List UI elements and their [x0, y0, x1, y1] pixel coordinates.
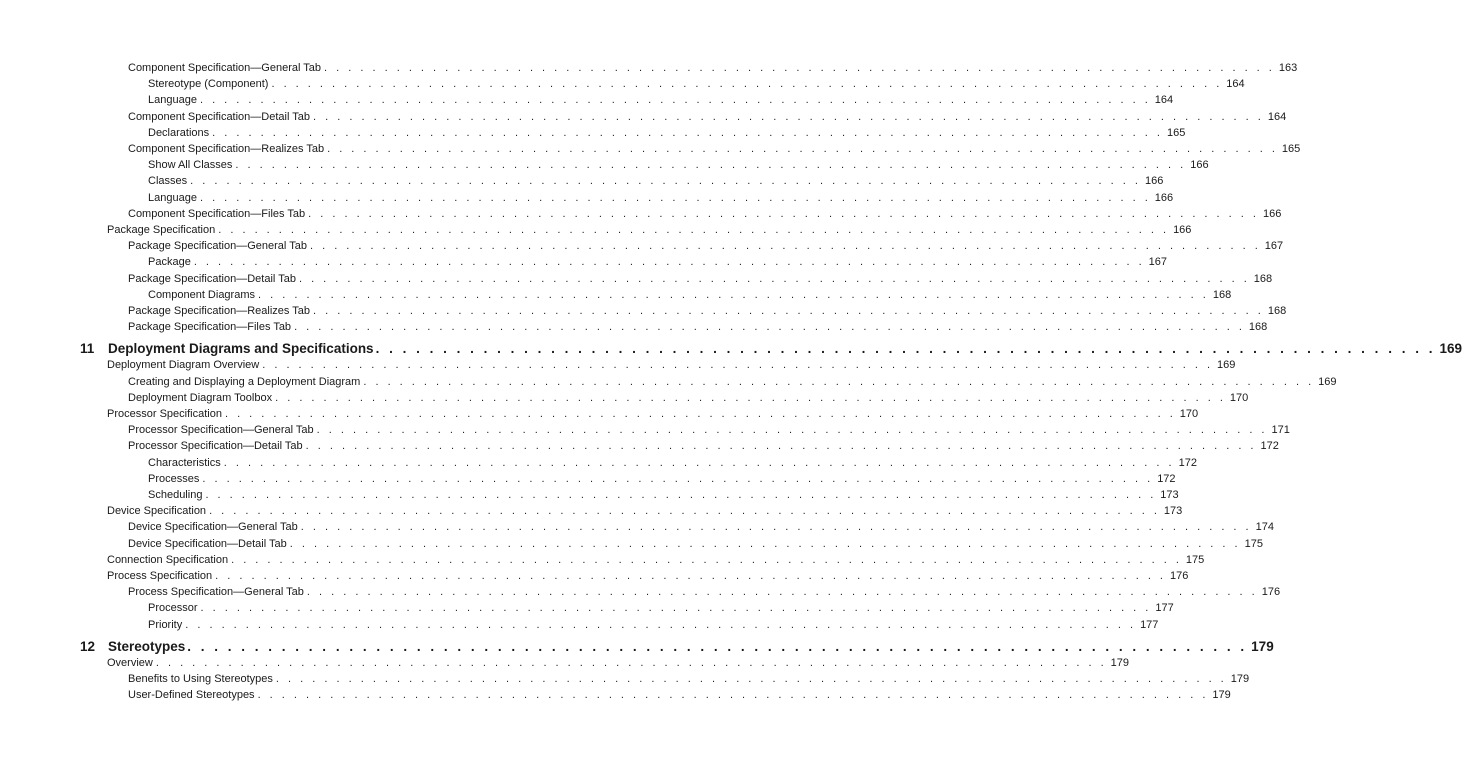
leader-dots: . . . . . . . . . . . . . . . . . . . . . . . . . . . . . . . . . . . . . . . . . . . . . . . . . . . . . . . . . . . . . . . . . . . . . . . . . . . . . . . — [202, 472, 1154, 485]
toc-entry-level-2[interactable] — [128, 518, 1274, 534]
toc-page-number: 169 — [1318, 375, 1337, 388]
toc-page-number: 165 — [1281, 143, 1301, 155]
toc-entry-level-3[interactable] — [148, 91, 1174, 107]
toc-entry-level-2[interactable] — [128, 670, 1250, 686]
chapter-title: Deployment Diagrams and Specifications — [108, 341, 374, 357]
toc-entry-level-3[interactable] — [148, 286, 1232, 302]
leader-dots: . . . . . . . . . . . . . . . . . . . . . . . . . . . . . . . . . . . . . . . . . . . . . . . . . . . . . . . . . . . . . . . . . . . . . . . . . . . . . . . — [224, 408, 1176, 420]
toc-page-number: 175 — [1185, 553, 1205, 566]
toc-entry-level-2[interactable] — [128, 302, 1287, 318]
toc-entry-level-3[interactable] — [148, 599, 1174, 615]
toc-entry-level-2[interactable] — [128, 583, 1281, 599]
toc-entry-title: Device Specification—General Tab — [128, 521, 298, 534]
toc-entry-title: Creating and Displaying a Deployment Diagram — [128, 375, 361, 388]
toc-page-number: 172 — [1157, 472, 1176, 485]
chapter-title: Stereotypes — [108, 638, 186, 654]
toc-page-number: 167 — [1148, 256, 1167, 269]
chapter-number: 11 — [80, 341, 95, 357]
chapter-number: 12 — [80, 638, 96, 654]
toc-page-number: 179 — [1110, 656, 1130, 669]
toc-entry-level-3[interactable] — [148, 470, 1176, 486]
leader-dots: . . . . . . . . . . . . . . . . . . . . . . . . . . . . . . . . . . . . . . . . . . . . . . . . . . . . . . . . . . . . . . . . . . . . . . . . . . . . . . . — [215, 570, 1166, 582]
toc-page-number: 166 — [1144, 175, 1164, 188]
toc-entry-title: Characteristics — [148, 456, 221, 469]
toc-page-number: 169 — [1217, 359, 1236, 372]
leader-dots: . . . . . . . . . . . . . . . . . . . . . . . . . . . . . . . . . . . . . . . . . . . . . . . . . . . . . . . . . . . . . . . . . . . . . . . . . . . . . . . — [313, 110, 1264, 123]
leader-dots: . . . . . . . . . . . . . . . . . . . . . . . . . . . . . . . . . . . . . . . . . . . . . . . . . . . . . . . . . . . . . . . . . . . . . . . . . . . . . . . — [257, 689, 1209, 702]
toc-entry-title: Deployment Diagram Toolbox — [128, 391, 273, 404]
leader-dots: . . . . . . . . . . . . . . . . . . . . . . . . . . . . . . . . . . . . . . . . . . . . . . . . . . . . . . . . . . . . . . . . . . . . . . . . . . . . . . . — [200, 602, 1152, 615]
toc-page-number: 166 — [1190, 159, 1209, 172]
toc-page-number: 168 — [1212, 288, 1232, 301]
toc-entry-title: Package Specification — [107, 224, 216, 236]
toc-entry-level-1[interactable] — [107, 221, 1192, 237]
toc-entry-title: Component Specification—General Tab — [128, 62, 322, 74]
chapter-entry[interactable] — [80, 635, 1274, 655]
toc-entry-title: Benefits to Using Stereotypes — [128, 673, 273, 685]
toc-entry-level-2[interactable] — [128, 373, 1337, 389]
leader-dots: . . . . . . . . . . . . . . . . . . . . . . . . . . . . . . . . . . . . . . . . . . . . . . . . . . . . . . . . . . . . . . . . . . . . . . . . . . . . . . . — [231, 553, 1182, 566]
toc-entry-title: Processor — [148, 602, 198, 615]
toc-page-number: 164 — [1154, 94, 1174, 107]
leader-dots: . . . . . . . . . . . . . . . . . . . . . . . . . . . . . . . . . . . . . . . . . . . . . . . . . . . . . . . . . . . . . . . . . . . . . . . . . . . . . . . — [209, 505, 1160, 518]
toc-entry-title: Package Specification—General Tab — [128, 240, 307, 253]
toc-page-number: 177 — [1155, 602, 1174, 615]
leader-dots: . . . . . . . . . . . . . . . . . . . . . . . . . . . . . . . . . . . . . . . . . . . . . . . . . . . . . . . . . . . . . . . . . . . . . . . . . . . . . . . — [199, 191, 1151, 204]
toc-entry-title: Stereotype (Component) — [148, 78, 269, 91]
toc-page-number: 168 — [1253, 272, 1273, 285]
toc-entry-title: Processor Specification—General Tab — [128, 424, 314, 437]
toc-entry-level-2[interactable] — [128, 140, 1301, 156]
leader-dots: . . . . . . . . . . . . . . . . . . . . . . . . . . . . . . . . . . . . . . . . . . . . . . . . . . . . . . . . . . . . . . . . . . . . . . . . . . . . . . . — [375, 341, 1436, 357]
leader-dots: . . . . . . . . . . . . . . . . . . . . . . . . . . . . . . . . . . . . . . . . . . . . . . . . . . . . . . . . . . . . . . . . . . . . . . . . . . . . . . . — [316, 424, 1268, 437]
leader-dots: . . . . . . . . . . . . . . . . . . . . . . . . . . . . . . . . . . . . . . . . . . . . . . . . . . . . . . . . . . . . . . . . . . . . . . . . . . . . . . . — [185, 618, 1137, 631]
leader-dots: . . . . . . . . . . . . . . . . . . . . . . . . . . . . . . . . . . . . . . . . . . . . . . . . . . . . . . . . . . . . . . . . . . . . . . . . . . . . . . . — [306, 586, 1258, 599]
toc-page-number: 164 — [1226, 78, 1245, 91]
leader-dots: . . . . . . . . . . . . . . . . . . . . . . . . . . . . . . . . . . . . . . . . . . . . . . . . . . . . . . . . . . . . . . . . . . . . . . . . . . . . . . . — [190, 175, 1141, 188]
toc-page-number: 175 — [1244, 537, 1263, 550]
toc-entry-level-3[interactable] — [148, 75, 1245, 91]
toc-page-number: 172 — [1178, 456, 1197, 469]
toc-entry-title: Language — [148, 94, 197, 107]
leader-dots: . . . . . . . . . . . . . . . . . . . . . . . . . . . . . . . . . . . . . . . . . . . . . . . . . . . . . . . . . . . . . . . . . . . . . . . . . . . . . . . — [324, 62, 1275, 74]
toc-page-number: 173 — [1163, 505, 1183, 518]
toc-entry-title: Process Specification — [107, 570, 213, 582]
leader-dots: . . . . . . . . . . . . . . . . . . . . . . . . . . . . . . . . . . . . . . . . . . . . . . . . . . . . . . . . . . . . . . . . . . . . . . . . . . . . . . . — [187, 638, 1248, 654]
toc-entry-level-1[interactable] — [107, 405, 1199, 421]
leader-dots: . . . . . . . . . . . . . . . . . . . . . . . . . . . . . . . . . . . . . . . . . . . . . . . . . . . . . . . . . . . . . . . . . . . . . . . . . . . . . . . — [309, 240, 1261, 253]
leader-dots: . . . . . . . . . . . . . . . . . . . . . . . . . . . . . . . . . . . . . . . . . . . . . . . . . . . . . . . . . . . . . . . . . . . . . . . . . . . . . . . — [294, 321, 1245, 334]
toc-page-number: 179 — [1212, 689, 1231, 702]
toc-entry-title: Classes — [148, 175, 188, 188]
toc-entry-level-2[interactable] — [128, 108, 1287, 124]
toc-entry-level-2[interactable] — [128, 205, 1282, 221]
toc-page-number: 172 — [1260, 440, 1279, 453]
toc-entry-level-2[interactable] — [128, 421, 1290, 437]
toc-entry-level-2[interactable] — [128, 686, 1231, 702]
toc-page-number: 165 — [1166, 126, 1186, 139]
toc-entry-title: Package Specification—Detail Tab — [128, 272, 296, 285]
toc-entry-title: Component Specification—Realizes Tab — [128, 143, 325, 155]
leader-dots: . . . . . . . . . . . . . . . . . . . . . . . . . . . . . . . . . . . . . . . . . . . . . . . . . . . . . . . . . . . . . . . . . . . . . . . . . . . . . . . — [300, 521, 1252, 534]
toc-page-number: 176 — [1261, 586, 1281, 599]
toc-entry-level-1[interactable] — [107, 502, 1183, 518]
leader-dots: . . . . . . . . . . . . . . . . . . . . . . . . . . . . . . . . . . . . . . . . . . . . . . . . . . . . . . . . . . . . . . . . . . . . . . . . . . . . . . . — [218, 224, 1170, 236]
toc-entry-title: Processes — [148, 472, 200, 485]
leader-dots: . . . . . . . . . . . . . . . . . . . . . . . . . . . . . . . . . . . . . . . . . . . . . . . . . . . . . . . . . . . . . . . . . . . . . . . . . . . . . . . — [155, 656, 1107, 669]
toc-page-number: 164 — [1267, 110, 1287, 123]
toc-entry-level-1[interactable] — [107, 567, 1189, 583]
toc-entry-level-2[interactable] — [128, 437, 1279, 453]
leader-dots: . . . . . . . . . . . . . . . . . . . . . . . . . . . . . . . . . . . . . . . . . . . . . . . . . . . . . . . . . . . . . . . . . . . . . . . . . . . . . . . — [363, 375, 1315, 388]
leader-dots: . . . . . . . . . . . . . . . . . . . . . . . . . . . . . . . . . . . . . . . . . . . . . . . . . . . . . . . . . . . . . . . . . . . . . . . . . . . . . . . — [275, 673, 1227, 685]
toc-entry-level-2[interactable] — [128, 535, 1263, 551]
toc-page-number: 166 — [1173, 224, 1192, 236]
toc-page-number: 166 — [1262, 207, 1282, 220]
leader-dots: . . . . . . . . . . . . . . . . . . . . . . . . . . . . . . . . . . . . . . . . . . . . . . . . . . . . . . . . . . . . . . . . . . . . . . . . . . . . . . . — [298, 272, 1250, 285]
toc-entry-title: Overview — [107, 656, 153, 669]
chapter-page-number: 169 — [1439, 341, 1462, 357]
leader-dots: . . . . . . . . . . . . . . . . . . . . . . . . . . . . . . . . . . . . . . . . . . . . . . . . . . . . . . . . . . . . . . . . . . . . . . . . . . . . . . . — [327, 143, 1278, 155]
toc-entry-level-2[interactable] — [128, 318, 1268, 334]
toc-entry-title: Processor Specification — [107, 408, 222, 420]
chapter-page-number: 179 — [1251, 638, 1274, 654]
toc-entry-title: Package Specification—Realizes Tab — [128, 305, 311, 317]
toc-entry-title: Component Specification—Detail Tab — [128, 110, 311, 123]
toc-entry-level-1[interactable] — [107, 356, 1236, 372]
leader-dots: . . . . . . . . . . . . . . . . . . . . . . . . . . . . . . . . . . . . . . . . . . . . . . . . . . . . . . . . . . . . . . . . . . . . . . . . . . . . . . . — [308, 207, 1259, 220]
leader-dots: . . . . . . . . . . . . . . . . . . . . . . . . . . . . . . . . . . . . . . . . . . . . . . . . . . . . . . . . . . . . . . . . . . . . . . . . . . . . . . . — [313, 305, 1264, 317]
toc-entry-title: Connection Specification — [107, 553, 229, 566]
toc-entry-level-3[interactable] — [148, 156, 1209, 172]
leader-dots: . . . . . . . . . . . . . . . . . . . . . . . . . . . . . . . . . . . . . . . . . . . . . . . . . . . . . . . . . . . . . . . . . . . . . . . . . . . . . . . — [212, 126, 1163, 139]
toc-entry-title: Device Specification—Detail Tab — [128, 537, 287, 550]
toc-page-number: 176 — [1170, 570, 1189, 582]
toc-entry-title: Component Specification—Files Tab — [128, 207, 306, 220]
toc-entry-title: Declarations — [148, 126, 210, 139]
leader-dots: . . . . . . . . . . . . . . . . . . . . . . . . . . . . . . . . . . . . . . . . . . . . . . . . . . . . . . . . . . . . . . . . . . . . . . . . . . . . . . . — [275, 391, 1226, 404]
leader-dots: . . . . . . . . . . . . . . . . . . . . . . . . . . . . . . . . . . . . . . . . . . . . . . . . . . . . . . . . . . . . . . . . . . . . . . . . . . . . . . . — [289, 537, 1241, 550]
toc-entry-level-1[interactable] — [107, 551, 1205, 567]
toc-entry-level-3[interactable] — [148, 253, 1167, 269]
toc-page-number: 168 — [1267, 305, 1287, 317]
toc-entry-title: Package — [148, 256, 191, 269]
toc-page-number: 167 — [1264, 240, 1284, 253]
toc-entry-title: Device Specification — [107, 505, 207, 518]
leader-dots: . . . . . . . . . . . . . . . . . . . . . . . . . . . . . . . . . . . . . . . . . . . . . . . . . . . . . . . . . . . . . . . . . . . . . . . . . . . . . . . — [258, 288, 1209, 301]
toc-entry-level-3[interactable] — [148, 189, 1174, 205]
toc-entry-level-2[interactable] — [128, 270, 1273, 286]
leader-dots: . . . . . . . . . . . . . . . . . . . . . . . . . . . . . . . . . . . . . . . . . . . . . . . . . . . . . . . . . . . . . . . . . . . . . . . . . . . . . . . — [235, 159, 1187, 172]
toc-entry-title: Show All Classes — [148, 159, 233, 172]
toc-page-number: 168 — [1248, 321, 1268, 334]
toc-entry-title: Deployment Diagram Overview — [107, 359, 260, 372]
toc-entry-level-3[interactable] — [148, 486, 1179, 502]
toc-entry-level-2[interactable] — [128, 237, 1284, 253]
leader-dots: . . . . . . . . . . . . . . . . . . . . . . . . . . . . . . . . . . . . . . . . . . . . . . . . . . . . . . . . . . . . . . . . . . . . . . . . . . . . . . . — [271, 78, 1223, 91]
toc-entry-level-2[interactable] — [128, 59, 1298, 75]
toc-page-number: 170 — [1179, 408, 1199, 420]
toc-entry-title: Processor Specification—Detail Tab — [128, 440, 303, 453]
toc-entry-title: Package Specification—Files Tab — [128, 321, 292, 334]
toc-page-number: 177 — [1140, 618, 1159, 631]
toc-page-number: 174 — [1255, 521, 1274, 534]
toc-page-number: 170 — [1229, 391, 1249, 404]
toc-entry-title: Scheduling — [148, 489, 203, 501]
toc-page-number: 179 — [1230, 673, 1250, 685]
toc-entry-level-3[interactable] — [148, 454, 1197, 470]
toc-entry-title: User-Defined Stereotypes — [128, 689, 255, 702]
toc-page-number: 166 — [1154, 191, 1174, 204]
toc-entry-level-3[interactable] — [148, 124, 1186, 140]
toc-page-number: 171 — [1271, 424, 1290, 437]
toc-entry-title: Process Specification—General Tab — [128, 586, 304, 599]
toc-entry-level-2[interactable] — [128, 389, 1249, 405]
toc-entry-title: Language — [148, 191, 197, 204]
leader-dots: . . . . . . . . . . . . . . . . . . . . . . . . . . . . . . . . . . . . . . . . . . . . . . . . . . . . . . . . . . . . . . . . . . . . . . . . . . . . . . . — [262, 359, 1214, 372]
toc-entry-level-3[interactable] — [148, 172, 1164, 188]
leader-dots: . . . . . . . . . . . . . . . . . . . . . . . . . . . . . . . . . . . . . . . . . . . . . . . . . . . . . . . . . . . . . . . . . . . . . . . . . . . . . . . — [205, 489, 1157, 501]
chapter-entry[interactable] — [80, 337, 1462, 357]
toc-entry-level-3[interactable] — [148, 616, 1159, 632]
toc-page-number: 163 — [1278, 62, 1298, 74]
toc-entry-title: Component Diagrams — [148, 288, 255, 301]
leader-dots: . . . . . . . . . . . . . . . . . . . . . . . . . . . . . . . . . . . . . . . . . . . . . . . . . . . . . . . . . . . . . . . . . . . . . . . . . . . . . . . — [305, 440, 1257, 453]
toc-entry-title: Priority — [148, 618, 183, 631]
leader-dots: . . . . . . . . . . . . . . . . . . . . . . . . . . . . . . . . . . . . . . . . . . . . . . . . . . . . . . . . . . . . . . . . . . . . . . . . . . . . . . . — [199, 94, 1151, 107]
toc-entry-level-1[interactable] — [107, 654, 1130, 670]
leader-dots: . . . . . . . . . . . . . . . . . . . . . . . . . . . . . . . . . . . . . . . . . . . . . . . . . . . . . . . . . . . . . . . . . . . . . . . . . . . . . . . — [193, 256, 1145, 269]
toc-page-number: 173 — [1160, 489, 1179, 501]
leader-dots: . . . . . . . . . . . . . . . . . . . . . . . . . . . . . . . . . . . . . . . . . . . . . . . . . . . . . . . . . . . . . . . . . . . . . . . . . . . . . . . — [223, 456, 1175, 469]
